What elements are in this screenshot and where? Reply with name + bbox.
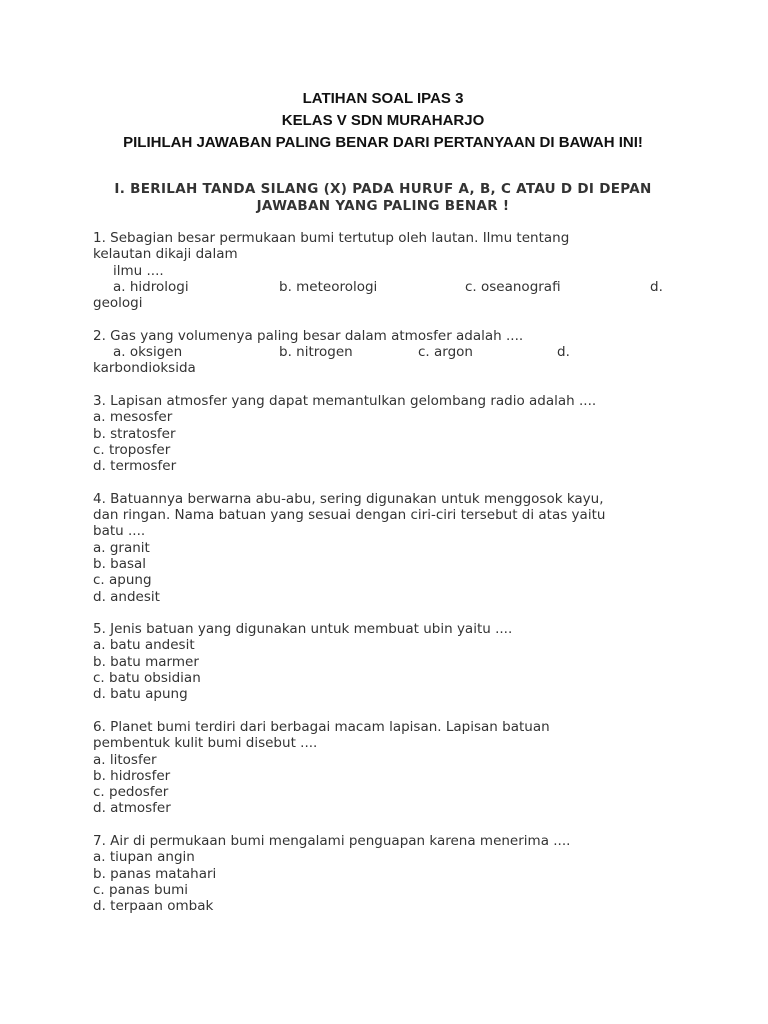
option-b: b. stratosfer <box>93 425 176 442</box>
option-c: c. pedosfer <box>93 784 169 801</box>
question-6 <box>93 719 673 817</box>
question-text: ilmu .... <box>113 262 164 279</box>
option-d: d. batu apung <box>93 686 188 703</box>
option-a: a. granit <box>93 539 150 556</box>
option-d: d. atmosfer <box>93 800 171 817</box>
title-line-2: KELAS V SDN MURAHARJO <box>281 112 485 129</box>
question-5 <box>93 621 673 702</box>
option-d: d. <box>650 278 663 295</box>
section-title <box>93 181 673 215</box>
option-d: d. andesit <box>93 588 160 605</box>
option-b: b. basal <box>93 555 147 572</box>
question-text: batu .... <box>93 523 146 540</box>
question-list <box>93 230 673 914</box>
option-d-text: geologi <box>93 295 143 312</box>
option-row <box>93 344 673 360</box>
option-a: a. tiupan angin <box>93 849 195 866</box>
option-a: a. hidrologi <box>113 278 189 295</box>
option-d: d. <box>557 344 570 361</box>
option-a: a. mesosfer <box>93 409 173 426</box>
question-text: 4. Batuannya berwarna abu-abu, sering digunakan untuk menggosok kayu, <box>93 490 604 507</box>
title-line-3: PILIHLAH JAWABAN PALING BENAR DARI PERTANYAAN DI BAWAH INI! <box>123 134 643 151</box>
question-4 <box>93 491 673 605</box>
question-text: 3. Lapisan atmosfer yang dapat memantulkan gelombang radio adalah .... <box>93 392 597 409</box>
option-b: b. batu marmer <box>93 653 199 670</box>
section-title-line-1: I. BERILAH TANDA SILANG (X) PADA HURUF A, B, C ATAU D DI DEPAN <box>114 181 652 197</box>
option-a: a. litosfer <box>93 751 157 768</box>
option-c: c. batu obsidian <box>93 670 201 687</box>
question-text: 2. Gas yang volumenya paling besar dalam atmosfer adalah .... <box>93 327 524 344</box>
question-1 <box>93 230 673 311</box>
option-a: a. batu andesit <box>93 637 195 654</box>
option-d-text: karbondioksida <box>93 360 196 377</box>
question-text: 5. Jenis batuan yang digunakan untuk membuat ubin yaitu .... <box>93 621 513 638</box>
option-c: c. argon <box>418 344 473 361</box>
document-header <box>93 88 673 154</box>
option-c: c. oseanografi <box>465 278 561 295</box>
option-b: b. nitrogen <box>279 344 353 361</box>
question-text: 7. Air di permukaan bumi mengalami penguapan karena menerima .... <box>93 832 571 849</box>
option-d: d. termosfer <box>93 458 177 475</box>
question-text: pembentuk kulit bumi disebut .... <box>93 735 318 752</box>
question-2 <box>93 328 673 377</box>
option-c: c. panas bumi <box>93 881 189 898</box>
section-title-line-2: JAWABAN YANG PALING BENAR ! <box>256 198 510 214</box>
option-b: b. hidrosfer <box>93 767 171 784</box>
question-text: 6. Planet bumi terdiri dari berbagai macam lapisan. Lapisan batuan <box>93 718 550 735</box>
title-line-1: LATIHAN SOAL IPAS 3 <box>302 90 464 107</box>
option-c: c. apung <box>93 572 152 589</box>
question-text: dan ringan. Nama batuan yang sesuai dengan ciri-ciri tersebut di atas yaitu <box>93 507 606 524</box>
question-7 <box>93 833 673 914</box>
question-text: 1. Sebagian besar permukaan bumi tertutup oleh lautan. Ilmu tentang <box>93 230 570 246</box>
question-text: kelautan dikaji dalam <box>93 246 238 263</box>
option-b: b. meteorologi <box>279 278 378 295</box>
option-a: a. oksigen <box>113 344 183 361</box>
option-row <box>93 279 673 295</box>
document-page <box>93 88 673 931</box>
option-b: b. panas matahari <box>93 865 217 882</box>
question-3 <box>93 393 673 474</box>
option-d: d. terpaan ombak <box>93 898 214 915</box>
option-c: c. troposfer <box>93 441 171 458</box>
